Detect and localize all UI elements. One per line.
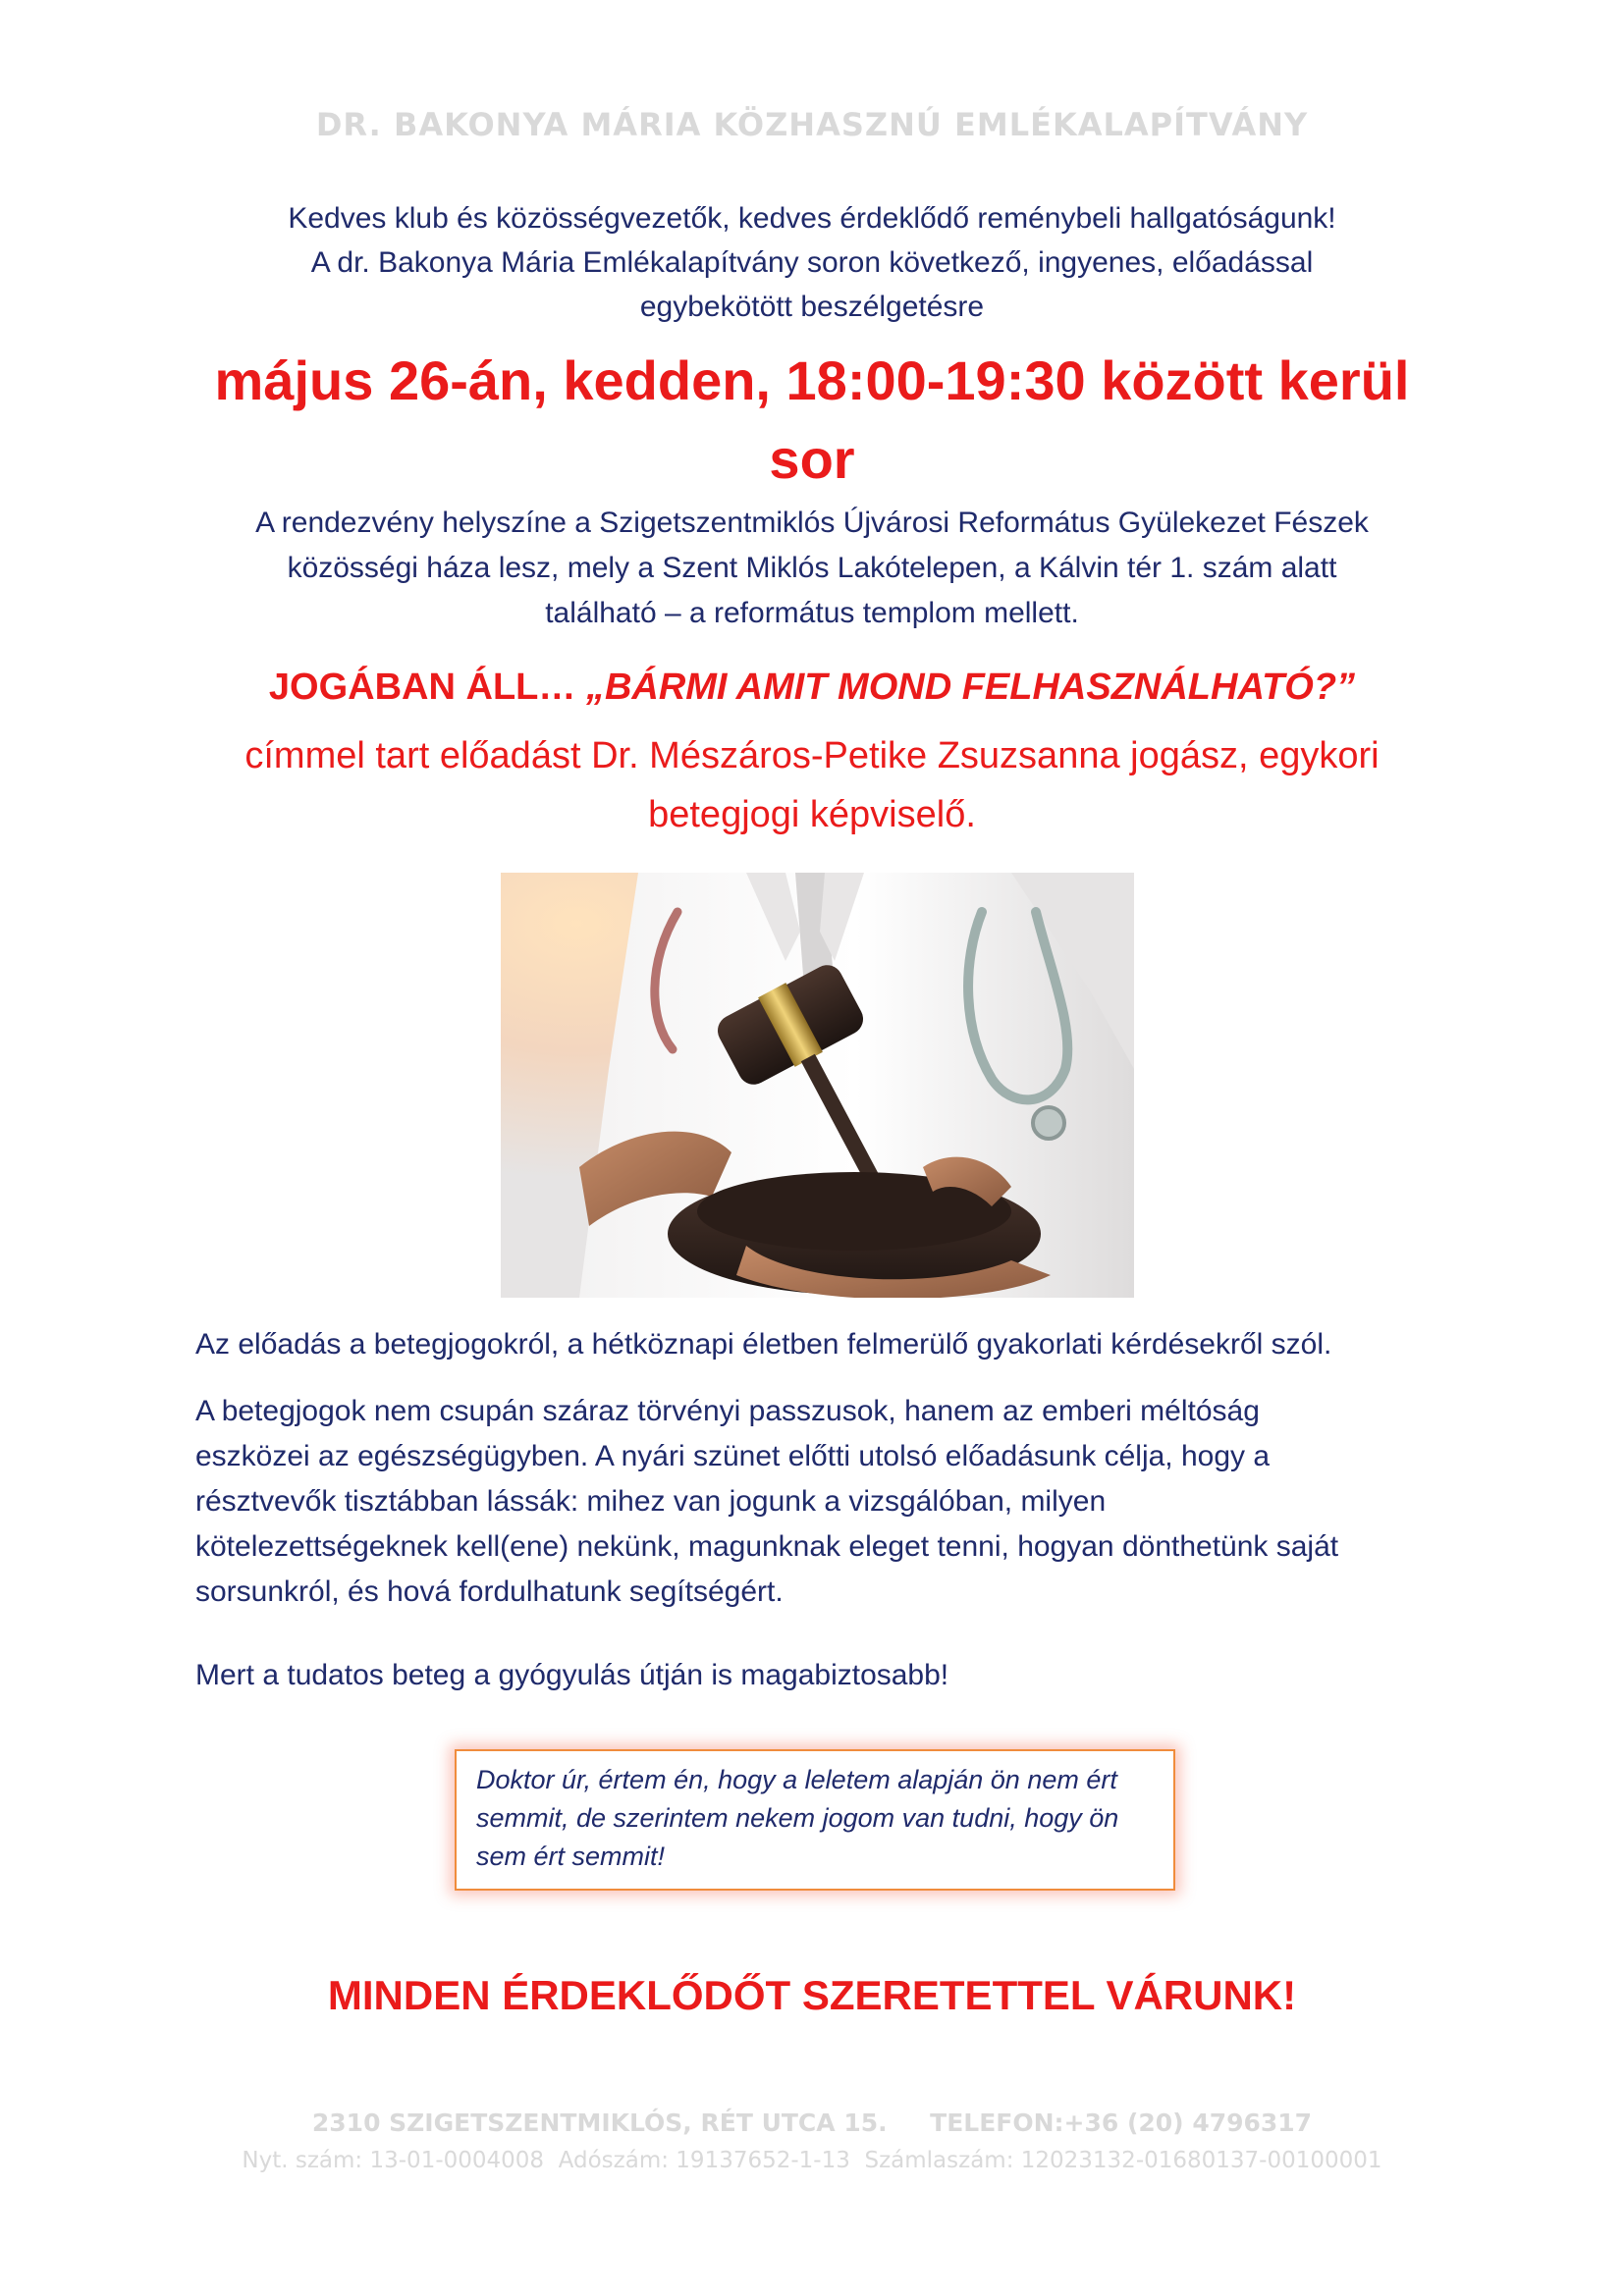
intro-line: Kedves klub és közösségvezetők, kedves érdeklődő reménybeli hallgatóságunk! — [288, 202, 1336, 235]
body-line: A betegjogok nem csupán száraz törvényi passzusok, hanem az emberi méltóság — [195, 1395, 1260, 1427]
lecture-desc-line: betegjogi képviselő. — [648, 794, 976, 835]
quote-text — [476, 1761, 1118, 1876]
event-date-heading — [128, 342, 1496, 499]
event-date-line: sor — [769, 428, 855, 490]
doctor-gavel-photo — [501, 873, 1134, 1298]
foundation-title: DR. BAKONYA MÁRIA KÖZHASZNÚ EMLÉKALAPÍTVÁNY — [315, 106, 1309, 143]
venue-line: közösségi háza lesz, mely a Szent Miklós Lakótelepen, a Kálvin tér 1. szám alatt — [287, 552, 1337, 584]
intro-line: A dr. Bakonya Mária Emlékalapítvány soron következő, ingyenes, előadással — [310, 246, 1314, 279]
body-line: sorsunkról, és hová fordulhatunk segítségért. — [195, 1575, 784, 1608]
doctor-with-gavel-photo-icon — [501, 873, 1134, 1298]
quote-line: semmit, de szerintem nekem jogom van tudni, hogy ön — [476, 1803, 1119, 1833]
body-line: eszközei az egészségügyben. A nyári szünet előtti utolsó előadásunk célja, hogy a — [195, 1440, 1271, 1472]
body-paragraph-3 — [195, 1653, 1472, 1698]
intro-line: egybekötött beszélgetésre — [639, 291, 985, 323]
intro-paragraph — [147, 196, 1477, 329]
body-paragraph-1 — [195, 1322, 1472, 1367]
lecture-desc-line: címmel tart előadást Dr. Mészáros-Petike Zsuzsanna jogász, egykori — [244, 735, 1380, 776]
quote-box — [455, 1749, 1175, 1891]
body-line: Mert a tudatos beteg a gyógyulás útján is magabiztosabb! — [195, 1659, 949, 1691]
body-line: kötelezettségeknek kell(ene) nekünk, magunknak eleget tenni, hogyan dönthetünk saját — [195, 1530, 1339, 1563]
lecture-title-prefix: JOGÁBAN ÁLL… — [268, 667, 576, 708]
body-line: résztvevők tisztábban lássák: mihez van jogunk a vizsgálóban, milyen — [195, 1485, 1107, 1518]
footer-address: 2310 SZIGETSZENTMIKLÓS, RÉT UTCA 15. TELEFON:+36 (20) 4796317 — [311, 2109, 1313, 2137]
quote-line: Doktor úr, értem én, hogy a leletem alapján ön nem ért — [476, 1765, 1117, 1794]
body-line: Az előadás a betegjogokról, a hétköznapi életben felmerülő gyakorlati kérdésekről szól. — [195, 1328, 1332, 1361]
welcome-heading: MINDEN ÉRDEKLŐDŐT SZERETETTEL VÁRUNK! — [327, 1972, 1297, 2018]
venue-line: A rendezvény helyszíne a Szigetszentmiklós Újvárosi Református Gyülekezet Fészek — [255, 507, 1369, 539]
venue-paragraph — [147, 501, 1477, 636]
lecture-description — [98, 726, 1526, 844]
quote-line: sem ért semmit! — [476, 1842, 666, 1871]
lecture-title — [98, 660, 1526, 715]
venue-line: található – a református templom mellett. — [545, 597, 1079, 629]
lecture-title-quote: „BÁRMI AMIT MOND FELHASZNÁLHATÓ?” — [585, 667, 1356, 708]
body-paragraph-2 — [195, 1389, 1472, 1615]
event-date-line: május 26-án, kedden, 18:00-19:30 között kerül — [214, 349, 1410, 411]
footer-registration: Nyt. szám: 13-01-0004008 Adószám: 19137652-1-13 Számlaszám: 12023132-01680137-00100001 — [242, 2148, 1382, 2173]
